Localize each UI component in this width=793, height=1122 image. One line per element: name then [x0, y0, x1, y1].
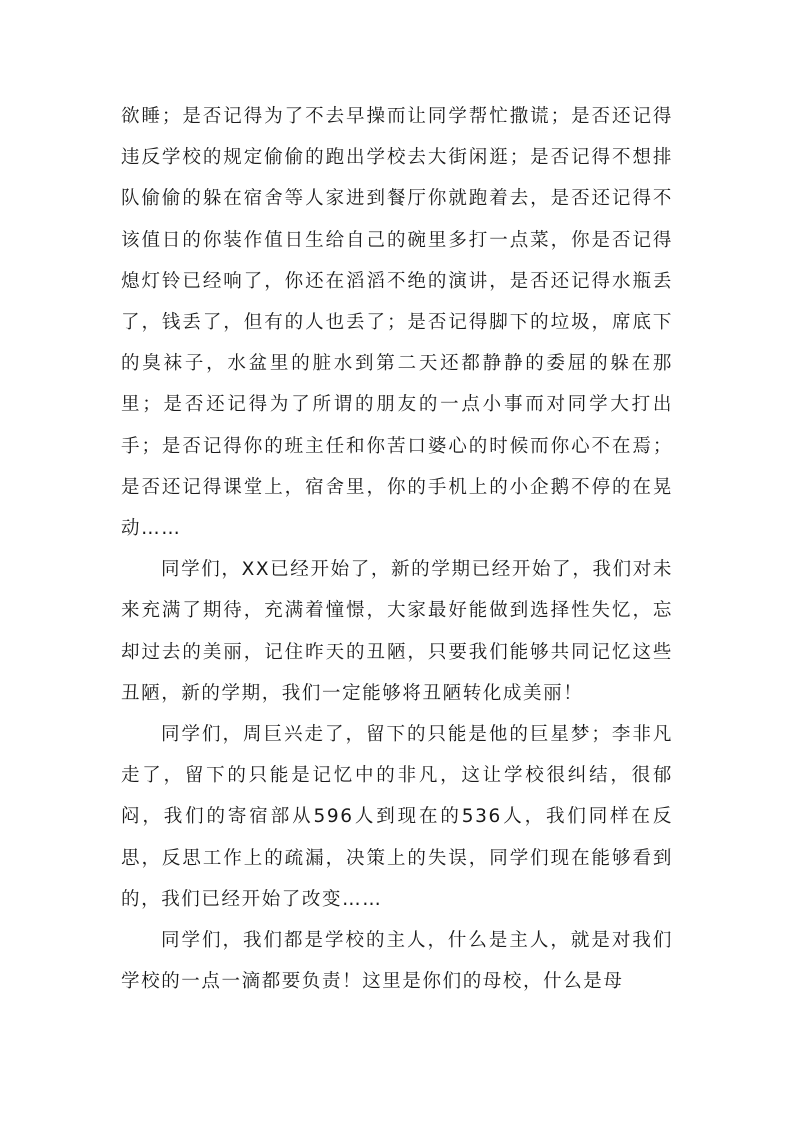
document-body	[121, 96, 673, 1002]
paragraph-3: 同学们，周巨兴走了，留下的只能是他的巨星梦；李非凡走了，留下的只能是记忆中的非凡，这让学校很纠结，很郁闷，我们的寄宿部从596人到现在的536人，我们同样在反思，反思工作上的疏漏，决策上的失误，同学们现在能够看到的，我们已经开始了改变……	[121, 724, 673, 910]
paragraph-4: 同学们，我们都是学校的主人，什么是主人，就是对我们学校的一点一滴都要负责！这里是你们的母校，什么是母	[121, 930, 673, 993]
paragraph-2: 同学们，XX已经开始了，新的学期已经开始了，我们对未来充满了期待，充满着憧憬，大家最好能做到选择性失忆，忘却过去的美丽，记住昨天的丑陋，只要我们能够共同记忆这些丑陋，新的学期，我们一定能够将丑陋转化成美丽！	[121, 559, 673, 704]
paragraph-1: 欲睡；是否记得为了不去早操而让同学帮忙撒谎；是否还记得违反学校的规定偷偷的跑出学校去大街闲逛；是否记得不想排队偷偷的躲在宿舍等人家进到餐厅你就跑着去，是否还记得不该值日的你装作值日生给自己的碗里多打一点菜，你是否记得熄灯铃已经响了，你还在滔滔不绝的演讲，是否还记得水瓶丢了，钱丢了，但有的人也丢了；是否记得脚下的垃圾，席底下的臭袜子，水盆里的脏水到第二天还都静静的委屈的躲在那里；是否还记得为了所谓的朋友的一点小事而对同学大打出手；是否记得你的班主任和你苦口婆心的时候而你心不在焉；是否还记得课堂上，宿舍里，你的手机上的小企鹅不停的在晃动……	[121, 106, 673, 540]
